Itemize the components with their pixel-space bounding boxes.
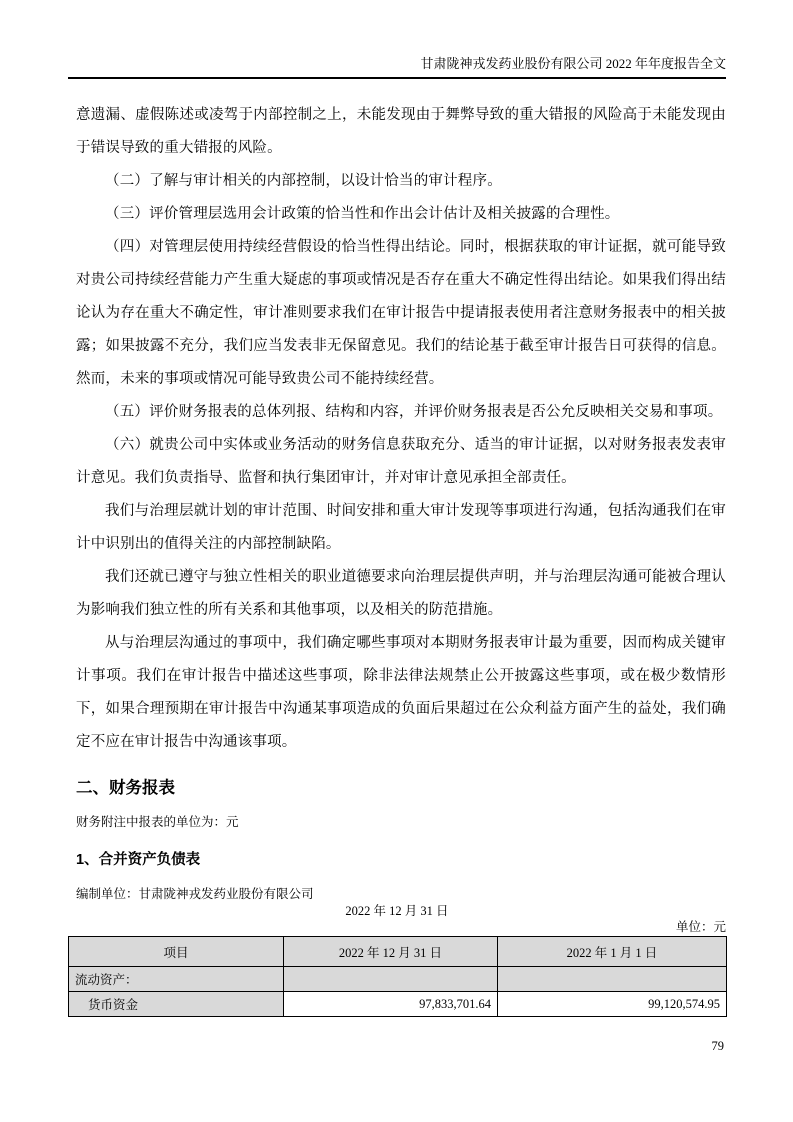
paragraph-continuation: 意遗漏、虚假陈述或凌驾于内部控制之上，未能发现由于舞弊导致的重大错报的风险高于未能发现由于错误导致的重大错报的风险。 xyxy=(76,107,726,156)
table-row-cash xyxy=(69,992,727,1017)
prepared-by-line: 编制单位：甘肃陇神戎发药业股份有限公司 xyxy=(76,887,314,901)
paragraph-independence: 我们还就已遵守与独立性相关的职业道德要求向治理层提供声明，并与治理层沟通可能被合理认为影响我们独立性的所有关系和其他事项，以及相关的防范措施。 xyxy=(76,569,726,618)
table-header-row xyxy=(69,937,727,967)
paragraph-item-2: （二）了解与审计相关的内部控制，以设计恰当的审计程序。 xyxy=(105,173,502,189)
unit-note: 财务附注中报表的单位为：元 xyxy=(76,815,239,829)
report-header-title: 甘肃陇神戎发药业股份有限公司 2022 年年度报告全文 xyxy=(420,56,726,71)
balance-sheet-table xyxy=(68,936,727,1017)
column-header-2022-1-1: 2022 年 1 月 1 日 xyxy=(498,937,727,967)
paragraph-item-3: （三）评价管理层选用会计政策的恰当性和作出会计估计及相关披露的合理性。 xyxy=(105,206,620,222)
page-content xyxy=(68,99,726,1017)
column-header-2022-12-31: 2022 年 12 月 31 日 xyxy=(284,937,498,967)
cell-cash-2022: 97,833,701.64 xyxy=(284,992,498,1017)
subsection-heading-consolidated-balance-sheet: 1、合并资产负债表 xyxy=(76,852,201,868)
page-number: 79 xyxy=(711,1039,724,1053)
cell-cash-2021: 99,120,574.95 xyxy=(498,992,727,1017)
statement-date: 2022 年 12 月 31 日 xyxy=(345,904,449,918)
paragraph-item-5: （五）评价财务报表的总体列报、结构和内容，并评价财务报表是否公允反映相关交易和事项。 xyxy=(105,404,723,420)
section-heading-financial-statements: 二、财务报表 xyxy=(76,779,175,797)
paragraph-key-audit-matters: 从与治理层沟通过的事项中，我们确定哪些事项对本期财务报表审计最为重要，因而构成关键审计事项。我们在审计报告中描述这些事项，除非法律法规禁止公开披露这些事项，或在极少数情形下，如果合理预期在审计报告中沟通某事项造成的负面后果超过在公众利益方面产生的益处，我们确定不应在审计报告中沟通该事项。 xyxy=(76,635,726,750)
cell-current-assets-label: 流动资产： xyxy=(69,967,284,992)
paragraph-communication: 我们与治理层就计划的审计范围、时间安排和重大审计发现等事项进行沟通，包括沟通我们在审计中识别出的值得关注的内部控制缺陷。 xyxy=(76,503,726,552)
cell-cash-label: 货币资金 xyxy=(69,992,284,1017)
column-header-item: 项目 xyxy=(69,937,284,967)
audit-report-paragraphs xyxy=(68,99,726,759)
paragraph-item-6: （六）就贵公司中实体或业务活动的财务信息获取充分、适当的审计证据，以对财务报表发表审计意见。我们负责指导、监督和执行集团审计，并对审计意见承担全部责任。 xyxy=(76,437,726,486)
paragraph-item-4: （四）对管理层使用持续经营假设的恰当性得出结论。同时，根据获取的审计证据，就可能导致对贵公司持续经营能力产生重大疑虑的事项或情况是否存在重大不确定性得出结论。如果我们得出结论认为存在重大不确定性，审计准则要求我们在审计报告中提请报表使用者注意财务报表中的相关披露；如果披露不充分，我们应当发表非无保留意见。我们的结论基于截至审计报告日可获得的信息。然而，未来的事项或情况可能导致贵公司不能持续经营。 xyxy=(76,239,726,387)
page-header xyxy=(68,56,726,79)
table-row-current-assets xyxy=(69,967,727,992)
unit-label: 单位：元 xyxy=(675,920,726,934)
cell-current-assets-2022 xyxy=(284,967,498,992)
cell-current-assets-2021 xyxy=(498,967,727,992)
